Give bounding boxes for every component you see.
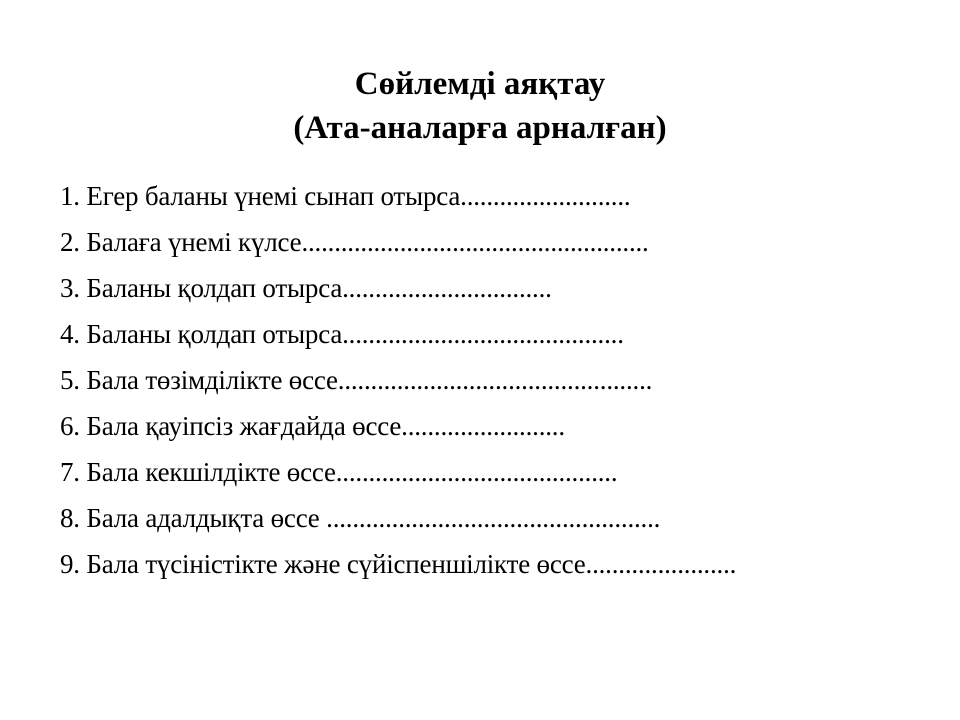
list-item: 5. Бала төзімділікте өссе................................................ (60, 365, 653, 395)
sentence-list (60, 173, 940, 587)
list-item: 8. Бала адалдықта өссе ................................................... (60, 503, 661, 533)
list-item: 4. Баланы қолдап отырса........................................... (60, 319, 624, 349)
list-item: 6. Бала қауіпсіз жағдайда өссе......................... (60, 411, 565, 441)
page-subtitle: (Ата-аналарға арналған) (293, 110, 667, 146)
list-item: 2. Балаға үнемі күлсе..................................................... (60, 227, 649, 257)
page-title: Сөйлемді аяқтау (354, 66, 606, 102)
list-item: 1. Егер баланы үнемі сынап отырса.......................... (60, 181, 631, 211)
list-item: 3. Баланы қолдап отырса................................ (60, 273, 552, 303)
list-item: 9. Бала түсіністікте және сүйіспеншілікте өссе....................... (60, 549, 737, 579)
list-item: 7. Бала кекшілдікте өссе........................................... (60, 457, 618, 487)
